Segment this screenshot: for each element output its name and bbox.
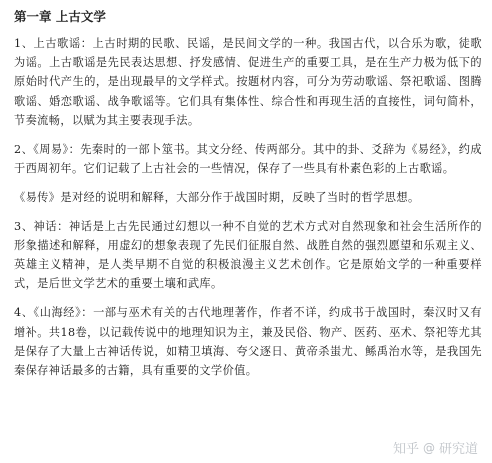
watermark-user: 研究道 (438, 442, 478, 457)
paragraph-shanggu-geyao: 1、上古歌谣：上古时期的民歌、民谣，是民间文学的一种。我国古代，以合乐为歌，徒歌为谣。上古歌谣是先民表达思想、抒发感情、促进生产的重要工具，是在生产力极为低下的原始时代产生的，是出现最早的文学样式。按题材内容，可分为劳动歌谣、祭祀歌谣、图腾歌谣、婚恋歌谣、战争歌谣等。它们具有集体性、综合性和再现生活的直接性，词句简朴，节奏流畅，以赋为其主要表现手法。 (14, 37, 482, 127)
paragraph-yizhuan: 《易传》是对经的说明和解释，大部分作于战国时期，反映了当时的哲学思想。 (14, 191, 420, 205)
zhihu-watermark (393, 438, 478, 457)
document-page (14, 8, 482, 390)
chapter-title: 第一章 上古文学 (14, 9, 106, 24)
watermark-at: @ (422, 440, 435, 455)
paragraph-shanhaijing: 4、《山海经》：一部与巫术有关的古代地理著作，作者不详，约成书于战国时，秦汉时又有增补。共18卷，以记载传说中的地理知识为主，兼及民俗、物产、医药、巫术、祭祀等尤其是保存了大量上古神话传说，如精卫填海、夸父逐日、黄帝杀蚩尤、鲧禹治水等，是我国先秦保存神话最多的古籍，具有重要的文学价值。 (14, 306, 482, 378)
paragraph-shenhua: 3、神话：神话是上古先民通过幻想以一种不自觉的艺术方式对自然现象和社会生活所作的形象描述和解释，用虚幻的想象表现了先民们征服自然、战胜自然的强烈愿望和乐观主义、英雄主义精神，是人类早期不自觉的积极浪漫主义艺术创作。它是原始文学的一种重要样式，是后世文学艺术的重要土壤和武库。 (14, 219, 482, 291)
paragraph-zhouyi: 2、《周易》：先秦时的一部卜筮书。其文分经、传两部分。其中的卦、爻辞为《易经》，约成于西周初年。它们记载了上古社会的一些情况，保存了一些具有朴素色彩的上古歌谣。 (14, 143, 482, 176)
watermark-site: 知乎 (392, 442, 419, 457)
